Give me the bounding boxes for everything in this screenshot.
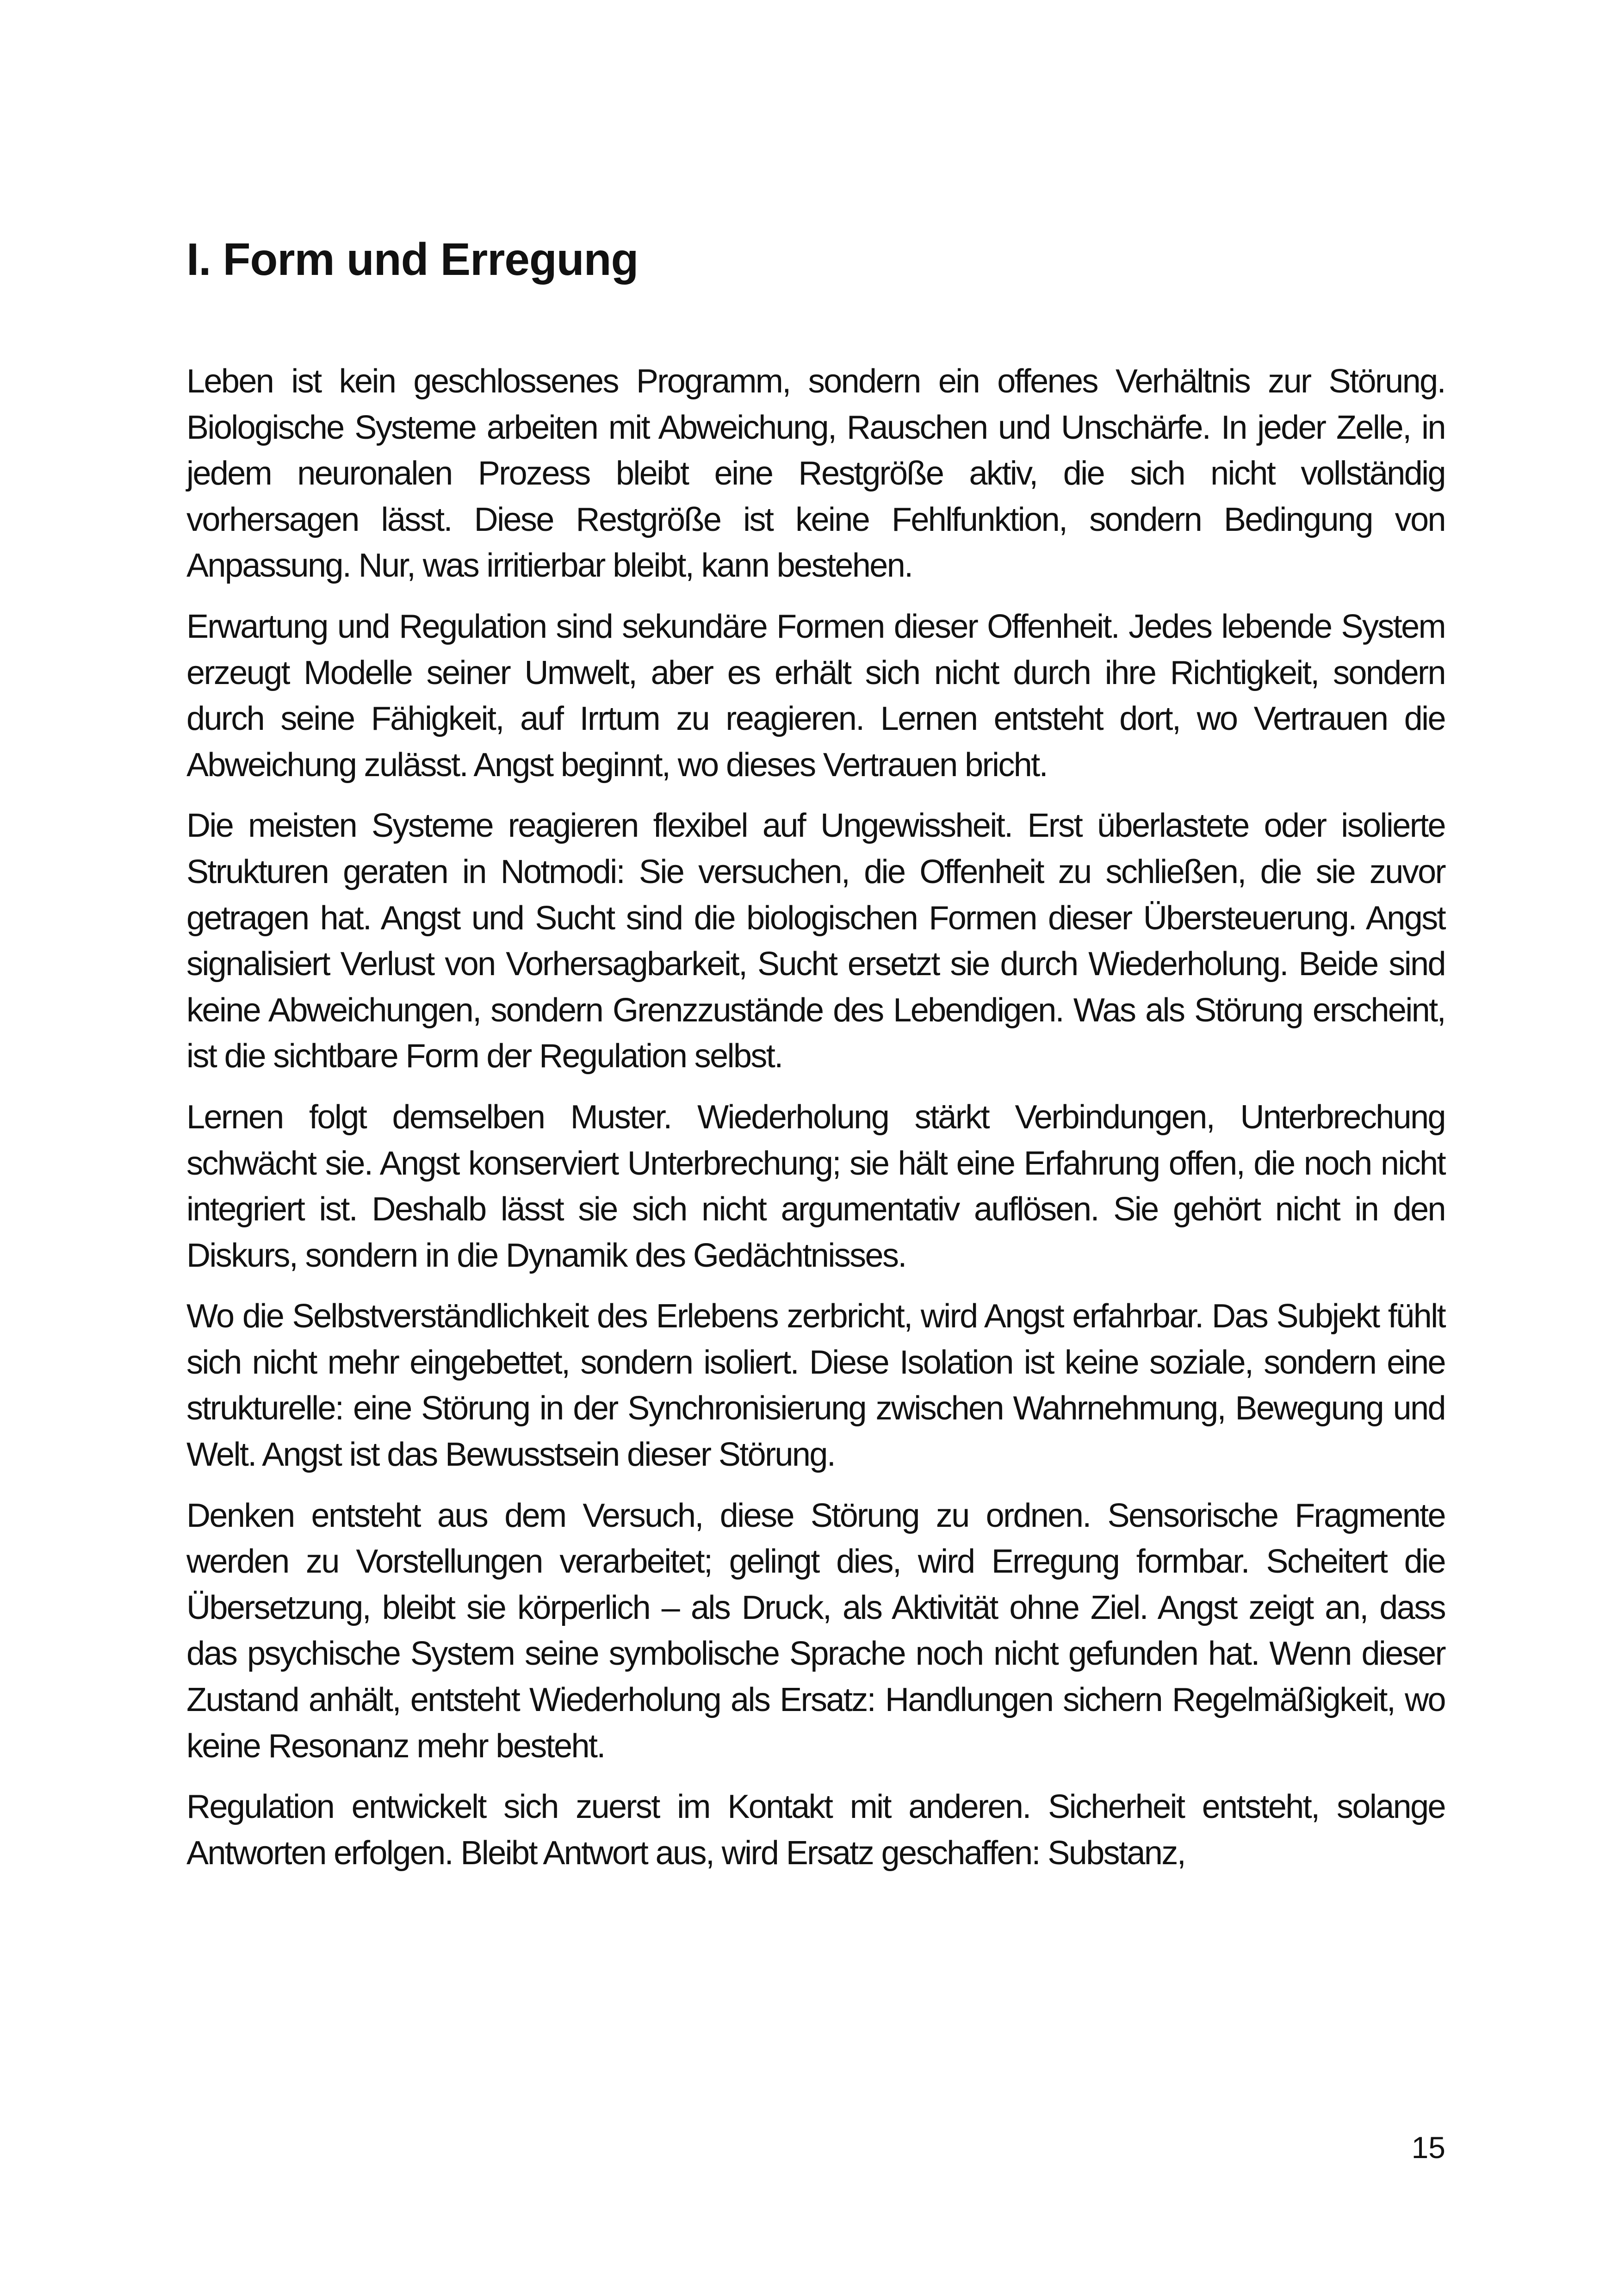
paragraph: Wo die Selbstverständlichkeit des Erlebens zerbricht, wird Angst erfahrbar. Das Subjekt fühlt sich nicht mehr eingebettet, sondern isoliert. Diese Isolation ist keine soziale, sondern eine strukturelle: eine Störung in der Synchronisierung zwischen Wahrnehmung, Bewegung und Welt. Angst ist das Bewusstsein dieser Störung. xyxy=(186,1298,1445,1474)
chapter-heading: I. Form und Erregung xyxy=(186,234,639,285)
paragraph: Regulation entwickelt sich zuerst im Kontakt mit anderen. Sicherheit entsteht, solange Antworten erfolgen. Bleibt Antwort aus, wird Ersatz geschaffen: Substanz, xyxy=(186,1788,1445,1872)
paragraph: Die meisten Systeme reagieren flexibel auf Ungewissheit. Erst überlastete oder isolierte Strukturen geraten in Notmodi: Sie versuchen, die Offenheit zu schließen, die sie zuvor getragen hat. Angst und Sucht sind die biologischen Formen dieser Übersteuerung. Angst signalisiert Verlust von Vorhersagbarkeit, Sucht ersetzt sie durch Wiederholung. Beide sind keine Abweichungen, sondern Grenzzustände des Lebendigen. Was als Störung erscheint, ist die sichtbare Form der Regulation selbst. xyxy=(186,807,1445,1075)
paragraph: Lernen folgt demselben Muster. Wiederholung stärkt Verbindungen, Unterbrechung schwächt sie. Angst konserviert Unterbrechung; sie hält eine Erfahrung offen, die noch nicht integriert ist. Deshalb lässt sie sich nicht argumentativ auflösen. Sie gehört nicht in den Diskurs, sondern in die Dynamik des Gedächtnisses. xyxy=(186,1098,1445,1274)
paragraph: Leben ist kein geschlossenes Programm, sondern ein offenes Verhältnis zur Störung. Biologische Systeme arbeiten mit Abweichung, Rauschen und Unschärfe. In jeder Zelle, in jedem neuronalen Prozess bleibt eine Restgröße aktiv, die sich nicht vollständig vorhersagen lässt. Diese Restgröße ist keine Fehlfunktion, sondern Bedingung von Anpassung. Nur, was irritierbar bleibt, kann bestehen. xyxy=(186,363,1445,585)
body-text xyxy=(186,359,1445,1876)
page-number: 15 xyxy=(1411,2130,1445,2165)
paragraph: Denken entsteht aus dem Versuch, diese Störung zu ordnen. Sensorische Fragmente werden zu Vorstellungen verarbeitet; gelingt dies, wird Erregung formbar. Scheitert die Übersetzung, bleibt sie körperlich – als Druck, als Aktivität ohne Ziel. Angst zeigt an, dass das psychische System seine symbolische Sprache noch nicht gefunden hat. Wenn dieser Zustand anhält, entsteht Wiederholung als Ersatz: Handlungen sichern Regelmäßigkeit, wo keine Resonanz mehr besteht. xyxy=(186,1497,1445,1765)
paragraph: Erwartung und Regulation sind sekundäre Formen dieser Offenheit. Jedes lebende System erzeugt Modelle seiner Umwelt, aber es erhält sich nicht durch ihre Richtigkeit, sondern durch seine Fähigkeit, auf Irrtum zu reagieren. Lernen entsteht dort, wo Vertrauen die Abweichung zulässt. Angst beginnt, wo dieses Vertrauen bricht. xyxy=(186,608,1445,784)
